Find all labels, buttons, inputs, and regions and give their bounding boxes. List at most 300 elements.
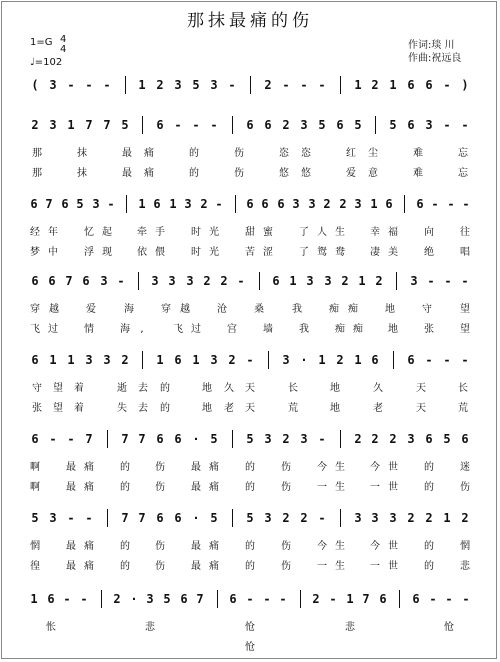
lyric-char: 痛 <box>84 462 94 473</box>
key-signature: 1=G <box>30 37 53 48</box>
note: 1 <box>346 592 354 606</box>
lyric-char: 一 <box>370 561 380 572</box>
lyric-char: 痴 <box>335 324 345 335</box>
note: 5 <box>76 197 84 211</box>
note: 2 <box>282 432 290 446</box>
note: 3 <box>407 432 415 446</box>
note: 1 <box>30 592 38 606</box>
lyric-char: 啊 <box>30 462 40 473</box>
lyric-char: 越 <box>180 304 190 315</box>
note: ( <box>31 78 39 92</box>
time-signature-bottom: 4 <box>60 44 67 55</box>
lyric-char: 忆 <box>84 227 94 238</box>
note: 7 <box>103 118 111 132</box>
lyric-char: , <box>140 324 144 335</box>
lyric-char: 怅 <box>46 622 56 633</box>
note: 5 <box>318 118 326 132</box>
lyric-char: 痛 <box>144 148 154 159</box>
note: · <box>192 511 200 525</box>
lyric-char: 惘 <box>30 541 40 552</box>
note: 1 <box>138 78 146 92</box>
note: 6 <box>412 592 420 606</box>
note: 2 <box>354 432 362 446</box>
note: 2 <box>228 353 236 367</box>
lyric-char: 了 <box>299 247 309 258</box>
lyric-char: 的 <box>245 462 255 473</box>
lyric-char: 的 <box>424 462 434 473</box>
note: - <box>318 432 326 446</box>
note: · <box>130 592 138 606</box>
lyric-char: 牵 <box>137 227 147 238</box>
lyric-char: 天 <box>416 383 426 394</box>
lyric-char: 的 <box>424 561 434 572</box>
lyric-char: 悠 <box>301 168 311 179</box>
lyric-char: 最 <box>191 541 201 552</box>
bar-line <box>138 272 139 290</box>
lyric-char: 守 <box>422 304 432 315</box>
note: - <box>445 592 453 606</box>
note: 6 <box>47 592 55 606</box>
lyric-char: 墙 <box>263 324 273 335</box>
lyric-char: 桑 <box>254 304 264 315</box>
lyric-char: 穿 <box>30 304 40 315</box>
note: 7 <box>138 432 146 446</box>
lyric-char: 去 <box>138 383 148 394</box>
note: 5 <box>31 511 39 525</box>
lyric-char: 张 <box>32 403 42 414</box>
note: - <box>67 511 75 525</box>
note: 5 <box>192 78 200 92</box>
note: - <box>300 78 308 92</box>
bar-line <box>232 116 233 134</box>
lyric-char: 逝 <box>117 383 127 394</box>
note: 3 <box>306 274 314 288</box>
lyric-char: 抹 <box>77 148 87 159</box>
note: 1 <box>192 353 200 367</box>
note: 6 <box>246 118 254 132</box>
note: 2 <box>282 118 290 132</box>
lyric-char: 鸳 <box>317 247 327 258</box>
lyric-char: 年 <box>48 227 58 238</box>
note: - <box>461 118 469 132</box>
bar-line <box>340 430 341 448</box>
lyric-char: 最 <box>191 482 201 493</box>
lyric-char: 涩 <box>263 247 273 258</box>
note: 6 <box>31 432 39 446</box>
lyric-char: 忘 <box>458 168 468 179</box>
note: 6 <box>156 432 164 446</box>
notation-row <box>0 432 500 452</box>
bar-line <box>399 590 400 608</box>
lyric-char: 的 <box>160 403 170 414</box>
bar-line <box>142 351 143 369</box>
lyric-char: 鸯 <box>335 247 345 258</box>
note: - <box>117 274 125 288</box>
note: - <box>461 274 469 288</box>
lyric-char: 尘 <box>368 148 378 159</box>
lyric-char: 意 <box>368 168 378 179</box>
lyric-char: 着 <box>74 403 84 414</box>
lyric-char: 忘 <box>458 148 468 159</box>
bar-line <box>259 272 260 290</box>
note: - <box>462 592 470 606</box>
bar-line <box>250 76 251 94</box>
note: 3 <box>49 78 57 92</box>
note: 3 <box>103 353 111 367</box>
lyric-char: 我 <box>299 324 309 335</box>
note: - <box>263 592 271 606</box>
bar-line <box>235 195 236 213</box>
note: 2 <box>371 78 379 92</box>
lyric-char: 一 <box>370 482 380 493</box>
note: 2 <box>375 274 383 288</box>
note: - <box>444 274 452 288</box>
note: - <box>329 592 337 606</box>
note: 7 <box>121 511 129 525</box>
note: - <box>429 592 437 606</box>
lyric-char: 最 <box>122 148 132 159</box>
lyric-char: 往 <box>460 227 470 238</box>
note: 2 <box>425 511 433 525</box>
note: 2 <box>323 197 331 211</box>
bar-line <box>268 351 269 369</box>
note: 7 <box>138 511 146 525</box>
lyric-char: 荒 <box>458 403 468 414</box>
note: 7 <box>196 592 204 606</box>
note: 1 <box>354 78 362 92</box>
lyric-char: 光 <box>209 227 219 238</box>
lyric-char: 最 <box>191 561 201 572</box>
notation-row <box>0 197 500 217</box>
note: 2 <box>461 511 469 525</box>
lyric-char: 地 <box>388 324 398 335</box>
note: 2 <box>113 592 121 606</box>
note: - <box>63 592 71 606</box>
lyric-char: 一 <box>317 482 327 493</box>
note: 6 <box>174 353 182 367</box>
note: - <box>246 592 254 606</box>
note: 6 <box>461 432 469 446</box>
lyric-char: 张 <box>424 324 434 335</box>
bar-line <box>107 509 108 527</box>
lyric-char: 的 <box>160 383 170 394</box>
lyric-char: 甜 <box>245 227 255 238</box>
note: - <box>85 511 93 525</box>
bar-line <box>375 116 376 134</box>
lyric-char: 宫 <box>227 324 237 335</box>
lyric-char: 望 <box>53 383 63 394</box>
lyric-char: 生 <box>335 561 345 572</box>
lyric-char: 痛 <box>209 462 219 473</box>
lyric-char: 的 <box>189 168 199 179</box>
note: 5 <box>121 118 129 132</box>
lyric-char: 痛 <box>209 561 219 572</box>
note: - <box>174 118 182 132</box>
note: 1 <box>67 353 75 367</box>
lyric-char: 红 <box>346 148 356 159</box>
note: 3 <box>389 511 397 525</box>
lyric-char: 望 <box>53 403 63 414</box>
note: 1 <box>289 274 297 288</box>
lyric-char: 浮 <box>84 247 94 258</box>
lyric-char: 时 <box>191 247 201 258</box>
lyric-char: 世 <box>388 482 398 493</box>
bar-line <box>232 509 233 527</box>
note: 2 <box>121 353 129 367</box>
composer-credit: 作曲:祝远良 <box>408 53 462 64</box>
lyric-char: 长 <box>288 383 298 394</box>
lyric-char: 穿 <box>161 304 171 315</box>
lyric-char: 美 <box>388 247 398 258</box>
lyric-char: 恣 <box>301 148 311 159</box>
lyric-char: 荒 <box>288 403 298 414</box>
note: 6 <box>425 432 433 446</box>
note: 6 <box>407 353 415 367</box>
note: 3 <box>354 511 362 525</box>
note: - <box>215 197 223 211</box>
lyric-char: 向 <box>424 227 434 238</box>
lyric-char: 了 <box>299 227 309 238</box>
lyric-char: 徨 <box>30 561 40 572</box>
lyric-char: 痛 <box>84 561 94 572</box>
lyric-char: 经 <box>30 227 40 238</box>
note: - <box>279 592 287 606</box>
note: 6 <box>153 197 161 211</box>
lyric-char: 天 <box>416 403 426 414</box>
note: 3 <box>264 432 272 446</box>
note: 3 <box>49 511 57 525</box>
lyric-char: 一 <box>317 561 327 572</box>
note: - <box>192 118 200 132</box>
lyric-char: 的 <box>189 148 199 159</box>
lyric-char: 天 <box>245 383 255 394</box>
lyric-char: 飞 <box>30 324 40 335</box>
bar-line <box>340 509 341 527</box>
note: 6 <box>407 118 415 132</box>
note: 5 <box>210 511 218 525</box>
song-title: 那抹最痛的伤 <box>187 11 313 31</box>
note: 2 <box>336 353 344 367</box>
note: 3 <box>354 197 362 211</box>
note: 7 <box>85 432 93 446</box>
note: - <box>462 197 470 211</box>
lyric-char: 凄 <box>370 247 380 258</box>
note: 3 <box>282 353 290 367</box>
note: 3 <box>184 197 192 211</box>
note: 7 <box>65 274 73 288</box>
tempo-marking: ♩=102 <box>30 57 63 68</box>
note: 6 <box>174 511 182 525</box>
note: - <box>447 197 455 211</box>
note: 6 <box>31 274 39 288</box>
lyric-char: 惘 <box>460 541 470 552</box>
notation-row <box>0 78 500 98</box>
lyric-char: 今 <box>317 541 327 552</box>
note: 3 <box>49 118 57 132</box>
lyric-char: 地 <box>330 403 340 414</box>
lyric-char: 悲 <box>460 561 470 572</box>
note: · <box>192 432 200 446</box>
note: - <box>282 78 290 92</box>
note: 6 <box>277 197 285 211</box>
note: 3 <box>300 432 308 446</box>
note: 1 <box>443 511 451 525</box>
lyric-char: 最 <box>66 482 76 493</box>
note: 1 <box>370 197 378 211</box>
note: - <box>103 78 111 92</box>
lyric-char: 久 <box>373 383 383 394</box>
note: 1 <box>169 197 177 211</box>
note: 3 <box>146 592 154 606</box>
lyric-char: 难 <box>413 168 423 179</box>
note: - <box>431 197 439 211</box>
note: - <box>443 118 451 132</box>
bar-line <box>404 195 405 213</box>
lyric-char: 啊 <box>30 482 40 493</box>
note: 6 <box>82 274 90 288</box>
note: 3 <box>308 197 316 211</box>
lyric-char: 生 <box>335 462 345 473</box>
lyric-char: 梦 <box>30 247 40 258</box>
note: 2 <box>31 118 39 132</box>
bar-line <box>125 76 126 94</box>
note: 6 <box>61 197 69 211</box>
lyric-char: 今 <box>317 462 327 473</box>
bar-line <box>340 76 341 94</box>
lyric-char: 地 <box>385 304 395 315</box>
lyric-char: 最 <box>66 561 76 572</box>
lyric-char: 痴 <box>329 304 339 315</box>
lyric-char: 老 <box>224 403 234 414</box>
lyric-char: 最 <box>66 462 76 473</box>
lyric-char: 起 <box>102 227 112 238</box>
note: 6 <box>30 197 38 211</box>
note: 6 <box>156 511 164 525</box>
lyric-char: 光 <box>209 247 219 258</box>
note: 6 <box>246 197 254 211</box>
note: ) <box>461 78 469 92</box>
lyric-char: 海 <box>120 324 130 335</box>
note: 1 <box>67 118 75 132</box>
lyric-char: 的 <box>120 541 130 552</box>
lyric-char: 那 <box>32 148 42 159</box>
lyric-char: 过 <box>48 324 58 335</box>
note: - <box>228 78 236 92</box>
lyric-char: 痛 <box>209 541 219 552</box>
note: 7 <box>362 592 370 606</box>
note: 2 <box>341 274 349 288</box>
note: - <box>246 353 254 367</box>
bar-line <box>107 430 108 448</box>
lyric-char: 痛 <box>209 482 219 493</box>
lyric-char: 情 <box>84 324 94 335</box>
lyric-char: 久 <box>224 383 234 394</box>
lyric-char: 偎 <box>155 247 165 258</box>
lyric-char: 的 <box>120 482 130 493</box>
lyricist-credit: 作词:琰 川 <box>408 40 455 51</box>
note: - <box>49 432 57 446</box>
lyric-char: 时 <box>191 227 201 238</box>
note: - <box>318 511 326 525</box>
lyric-char: 的 <box>245 541 255 552</box>
note: 6 <box>416 197 424 211</box>
note: · <box>300 353 308 367</box>
lyric-char: 世 <box>388 561 398 572</box>
note: 3 <box>92 197 100 211</box>
notation-row <box>0 592 500 612</box>
lyric-char: 望 <box>460 324 470 335</box>
note: 3 <box>371 511 379 525</box>
note: - <box>80 592 88 606</box>
bar-line <box>142 116 143 134</box>
note: - <box>107 197 115 211</box>
note: 5 <box>246 432 254 446</box>
note: 3 <box>324 274 332 288</box>
note: 2 <box>200 197 208 211</box>
lyric-char: 生 <box>335 541 345 552</box>
note: 3 <box>151 274 159 288</box>
notation-row <box>0 118 500 138</box>
note: 2 <box>300 511 308 525</box>
note: 6 <box>371 353 379 367</box>
note: 2 <box>264 78 272 92</box>
bar-line <box>393 351 394 369</box>
lyric-char: 今 <box>370 462 380 473</box>
note: 2 <box>156 78 164 92</box>
lyric-char: 的 <box>424 482 434 493</box>
note: 3 <box>210 353 218 367</box>
lyric-char: 的 <box>424 541 434 552</box>
lyric-char: 伤 <box>281 561 291 572</box>
note: 3 <box>85 353 93 367</box>
lyric-char: 的 <box>120 462 130 473</box>
notation-row <box>0 511 500 531</box>
lyric-char: 幸 <box>370 227 380 238</box>
lyric-char: 越 <box>49 304 59 315</box>
lyric-char: 手 <box>155 227 165 238</box>
note: 3 <box>100 274 108 288</box>
note: 1 <box>318 353 326 367</box>
lyric-char: 沧 <box>217 304 227 315</box>
lyric-char: 迷 <box>460 462 470 473</box>
lyric-char: 世 <box>388 462 398 473</box>
lyric-char: 世 <box>388 541 398 552</box>
note: - <box>425 353 433 367</box>
lyric-char: 爱 <box>346 168 356 179</box>
note: 6 <box>180 592 188 606</box>
lyric-char: 蜜 <box>263 227 273 238</box>
note: 3 <box>410 274 418 288</box>
note: 6 <box>425 78 433 92</box>
lyric-char: 最 <box>122 168 132 179</box>
note: 5 <box>389 118 397 132</box>
note: 1 <box>138 197 146 211</box>
lyric-char: 福 <box>388 227 398 238</box>
note: 7 <box>45 197 53 211</box>
note: - <box>67 78 75 92</box>
note: 2 <box>312 592 320 606</box>
note: 5 <box>163 592 171 606</box>
lyric-char: 地 <box>202 403 212 414</box>
bar-line <box>300 590 301 608</box>
lyric-char: 着 <box>74 383 84 394</box>
note: 3 <box>210 78 218 92</box>
lyric-char: 怆 <box>444 622 454 633</box>
lyric-char: 最 <box>66 541 76 552</box>
note: - <box>85 78 93 92</box>
lyric-char: 依 <box>137 247 147 258</box>
time-signature-top: 4 <box>60 34 67 45</box>
